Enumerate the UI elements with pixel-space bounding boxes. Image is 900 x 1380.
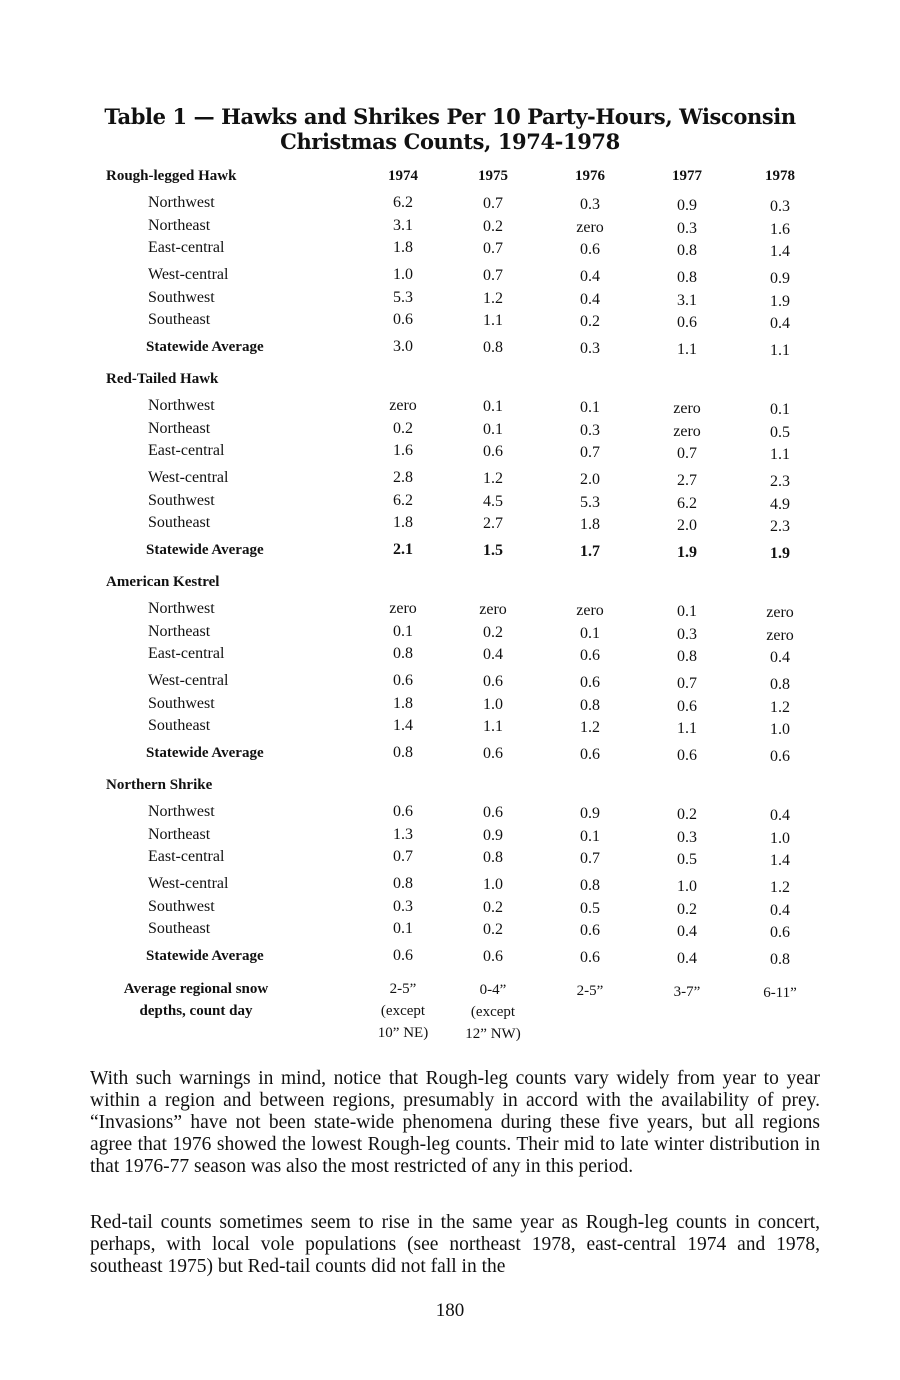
snow-depth-cell [745,982,815,1004]
statewide-average-row [0,337,900,357]
average-value-cell: 0.6 [580,949,600,966]
average-value-cell: 0.6 [580,746,600,763]
snow-depth-line: (except [380,1003,426,1019]
group-name: American Kestrel [106,574,220,590]
body-paragraph-1: With such warnings in mind, notice that Rough-leg counts vary widely from year to year within a region and between regions, presumably in accord with the availability of prey. “Invasions” have not been state-wide phenomena during these five years, but all regions agree that 1976 showed the lowest Rough-leg counts. Their mid to late winter distribution in that 1976-77 season was also the most restricted of any in this period. [90,1068,820,1177]
region-label: Northwest [148,803,215,820]
year-header-1974: 1974 [388,168,418,184]
value-cell: 0.3 [580,422,600,439]
region-label: West-central [148,266,229,283]
table-row [0,847,900,867]
value-cell: 1.4 [770,243,790,260]
value-cell: 0.6 [580,241,600,258]
region-label: Northwest [148,397,215,414]
value-cell: 0.2 [580,313,600,330]
value-cell: 1.1 [483,312,503,329]
value-cell: 1.0 [770,830,790,847]
value-cell: 0.3 [580,196,600,213]
value-cell: zero [766,627,794,644]
value-cell: 4.9 [770,496,790,513]
value-cell: 6.2 [677,495,697,512]
average-value-cell: 1.1 [770,342,790,359]
snow-depth-line: 12” NW) [465,1026,521,1042]
average-value-cell: 1.5 [483,542,503,559]
value-cell: 0.1 [393,920,413,937]
region-label: Northwest [148,194,215,211]
value-cell: 0.2 [393,420,413,437]
snow-depth-line: 3-7” [673,984,701,1000]
value-cell: 0.4 [677,923,697,940]
value-cell: 1.2 [770,879,790,896]
snow-depth-line: 2-5” [576,983,604,999]
region-label: Southeast [148,311,211,328]
value-cell: 0.3 [677,829,697,846]
value-cell: 1.9 [770,293,790,310]
average-value-cell: 1.7 [580,543,600,560]
region-label: Southwest [148,898,215,915]
region-label: West-central [148,672,229,689]
value-cell: zero [389,397,417,414]
value-cell: 0.6 [580,647,600,664]
snow-depth-cell [652,981,722,1003]
value-cell: 0.3 [393,898,413,915]
value-cell: 0.2 [677,806,697,823]
value-cell: 0.6 [770,924,790,941]
table-row [0,468,900,488]
snow-depth-line: 10” NE) [377,1025,429,1041]
snow-depth-line: 6-11” [763,985,797,1001]
value-cell: 0.9 [770,270,790,287]
region-label: Southeast [148,514,211,531]
value-cell: 0.7 [393,848,413,865]
statewide-average-row [0,946,900,966]
value-cell: 0.4 [770,649,790,666]
value-cell: 1.4 [770,852,790,869]
snow-depth-cell [368,978,438,1044]
snow-depth-cell [555,980,625,1002]
table-row [0,193,900,213]
table-title-line-2: Christmas Counts, 1974-1978 [280,129,620,154]
table-row [0,599,900,619]
region-label: Northeast [148,623,211,640]
value-cell: 0.6 [393,311,413,328]
table-row [0,513,900,533]
table-row [0,802,900,822]
value-cell: 0.6 [393,803,413,820]
value-cell: 0.1 [677,603,697,620]
value-cell: 0.7 [483,267,503,284]
value-cell: zero [673,423,701,440]
value-cell: 0.6 [393,672,413,689]
value-cell: 1.1 [677,720,697,737]
value-cell: 1.0 [770,721,790,738]
value-cell: 1.6 [393,442,413,459]
snow-depth-label [96,978,296,1022]
average-value-cell: 0.6 [393,947,413,964]
average-value-cell: 0.6 [770,748,790,765]
value-cell: 1.8 [393,239,413,256]
average-value-cell: 2.1 [393,541,413,558]
value-cell: 0.8 [580,877,600,894]
group-name: Northern Shrike [106,777,213,793]
value-cell: 0.8 [677,648,697,665]
year-header-1975: 1975 [478,168,508,184]
value-cell: 1.2 [483,470,503,487]
table-row [0,716,900,736]
region-label: Southwest [148,289,215,306]
value-cell: 0.1 [483,398,503,415]
table-title [0,104,900,154]
value-cell: 3.1 [393,217,413,234]
value-cell: 2.0 [677,517,697,534]
statewide-average-label: Statewide Average [146,339,264,355]
region-label: Northeast [148,420,211,437]
group-header-row [0,166,900,186]
table-row [0,622,900,642]
average-value-cell: 1.1 [677,341,697,358]
value-cell: 3.1 [677,292,697,309]
year-header-1977: 1977 [672,168,702,184]
region-label: East-central [148,239,225,256]
table-row [0,919,900,939]
value-cell: 1.0 [483,876,503,893]
value-cell: 0.1 [580,625,600,642]
table-row [0,419,900,439]
value-cell: 1.1 [770,446,790,463]
value-cell: 0.3 [677,626,697,643]
table-row [0,265,900,285]
value-cell: 0.4 [580,291,600,308]
average-value-cell: 0.6 [483,745,503,762]
value-cell: 0.8 [677,242,697,259]
value-cell: 4.5 [483,493,503,510]
value-cell: 2.7 [677,472,697,489]
value-cell: zero [576,602,604,619]
table-row [0,216,900,236]
value-cell: 0.8 [393,645,413,662]
group-header-row [0,775,900,795]
value-cell: 0.4 [770,902,790,919]
value-cell: 0.7 [677,445,697,462]
value-cell: zero [576,219,604,236]
value-cell: 1.8 [393,514,413,531]
value-cell: zero [673,400,701,417]
value-cell: 2.3 [770,518,790,535]
value-cell: 0.4 [770,807,790,824]
group-header-row [0,369,900,389]
value-cell: 0.4 [770,315,790,332]
statewide-average-label: Statewide Average [146,542,264,558]
value-cell: 0.8 [770,676,790,693]
value-cell: 1.0 [483,696,503,713]
value-cell: 1.4 [393,717,413,734]
table-row [0,694,900,714]
value-cell: 0.6 [580,674,600,691]
statewide-average-label: Statewide Average [146,745,264,761]
table-row [0,441,900,461]
table-row [0,491,900,511]
table-row [0,825,900,845]
value-cell: 0.6 [677,698,697,715]
average-value-cell: 3.0 [393,338,413,355]
value-cell: 2.7 [483,515,503,532]
table-title-line-1: Table 1 — Hawks and Shrikes Per 10 Party-Hours, Wisconsin [104,104,796,129]
value-cell: 0.2 [483,624,503,641]
value-cell: 0.5 [770,424,790,441]
value-cell: 0.8 [483,849,503,866]
table-row [0,396,900,416]
value-cell: 0.5 [580,900,600,917]
group-name: Red-Tailed Hawk [106,371,219,387]
statewide-average-row [0,540,900,560]
region-label: East-central [148,442,225,459]
value-cell: 1.2 [483,290,503,307]
group-name: Rough-legged Hawk [106,168,237,184]
value-cell: 0.7 [677,675,697,692]
average-value-cell: 0.3 [580,340,600,357]
region-label: West-central [148,875,229,892]
snow-depth-label-line-1: Average regional snow [123,981,269,997]
value-cell: 0.8 [393,875,413,892]
statewide-average-row [0,743,900,763]
value-cell: 2.8 [393,469,413,486]
value-cell: 1.3 [393,826,413,843]
value-cell: 0.8 [580,697,600,714]
average-value-cell: 1.9 [677,544,697,561]
value-cell: 0.6 [483,443,503,460]
value-cell: 0.2 [677,901,697,918]
average-value-cell: 0.8 [483,339,503,356]
value-cell: 0.1 [580,399,600,416]
average-value-cell: 0.4 [677,950,697,967]
snow-depth-line: 0-4” [479,982,507,998]
value-cell: 0.6 [483,804,503,821]
value-cell: 0.9 [677,197,697,214]
value-cell: 1.2 [580,719,600,736]
region-label: Southeast [148,920,211,937]
region-label: Southwest [148,492,215,509]
value-cell: 0.9 [483,827,503,844]
year-header-1978: 1978 [765,168,795,184]
value-cell: 2.3 [770,473,790,490]
table-row [0,238,900,258]
value-cell: zero [479,601,507,618]
value-cell: 1.6 [770,221,790,238]
table-row [0,288,900,308]
table-row [0,310,900,330]
value-cell: 0.4 [483,646,503,663]
value-cell: 0.6 [580,922,600,939]
value-cell: 0.1 [483,421,503,438]
average-value-cell: 0.6 [677,747,697,764]
value-cell: 5.3 [393,289,413,306]
value-cell: 0.5 [677,851,697,868]
year-header-1976: 1976 [575,168,605,184]
value-cell: 0.2 [483,921,503,938]
page-number: 180 [435,1300,465,1321]
group-header-row [0,572,900,592]
value-cell: 0.4 [580,268,600,285]
region-label: Southwest [148,695,215,712]
average-value-cell: 0.8 [393,744,413,761]
value-cell: 0.1 [393,623,413,640]
value-cell: 6.2 [393,492,413,509]
value-cell: 0.6 [483,673,503,690]
value-cell: 1.0 [393,266,413,283]
average-value-cell: 0.6 [483,948,503,965]
region-label: Northeast [148,826,211,843]
value-cell: 1.1 [483,718,503,735]
value-cell: 0.7 [483,195,503,212]
region-label: Northwest [148,600,215,617]
table-row [0,671,900,691]
table-row [0,644,900,664]
value-cell: 0.7 [580,850,600,867]
value-cell: 1.8 [393,695,413,712]
value-cell: 1.2 [770,699,790,716]
value-cell: 0.2 [483,899,503,916]
average-value-cell: 0.8 [770,951,790,968]
region-label: East-central [148,848,225,865]
value-cell: 1.0 [677,878,697,895]
value-cell: 0.6 [677,314,697,331]
value-cell: zero [389,600,417,617]
table-row [0,874,900,894]
value-cell: 0.9 [580,805,600,822]
statewide-average-label: Statewide Average [146,948,264,964]
table-row [0,897,900,917]
value-cell: 0.3 [677,220,697,237]
value-cell: 0.3 [770,198,790,215]
snow-depth-line: 2-5” [389,981,417,997]
value-cell: 0.2 [483,218,503,235]
value-cell: 0.1 [770,401,790,418]
value-cell: 5.3 [580,494,600,511]
value-cell: 2.0 [580,471,600,488]
region-label: Northeast [148,217,211,234]
snow-depth-label-line-2: depths, count day [139,1003,253,1019]
snow-depth-cell [458,979,528,1045]
region-label: East-central [148,645,225,662]
body-paragraph-2: Red-tail counts sometimes seem to rise in the same year as Rough-leg counts in concert, perhaps, with local vole populations (see northeast 1978, east-central 1974 and 1978, southeast 1975) but Red-tail counts did not fall in the [90,1212,820,1277]
region-label: Southeast [148,717,211,734]
value-cell: 0.7 [483,240,503,257]
region-label: West-central [148,469,229,486]
value-cell: 0.7 [580,444,600,461]
value-cell: 0.8 [677,269,697,286]
average-value-cell: 1.9 [770,545,790,562]
value-cell: zero [766,604,794,621]
value-cell: 1.8 [580,516,600,533]
value-cell: 6.2 [393,194,413,211]
value-cell: 0.1 [580,828,600,845]
snow-depth-line: (except [470,1004,516,1020]
